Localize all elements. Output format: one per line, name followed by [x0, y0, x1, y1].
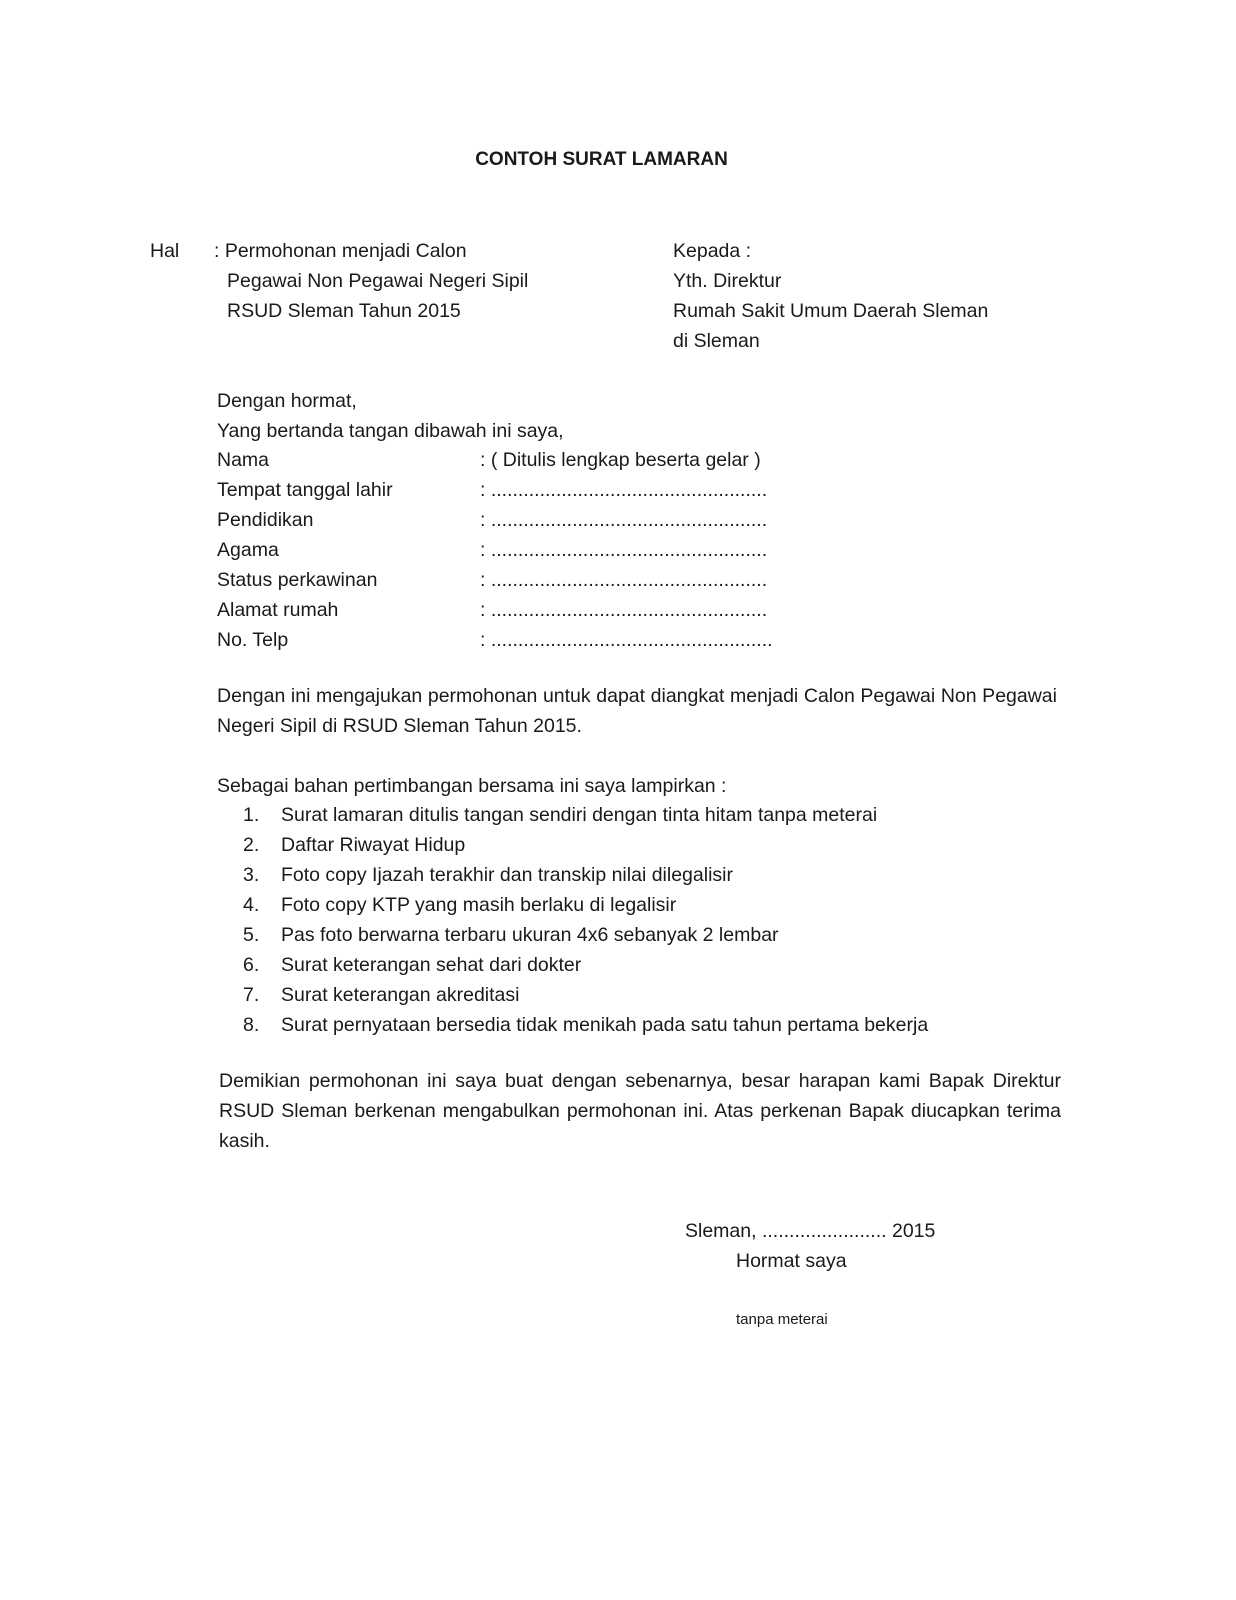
subject-block — [214, 236, 528, 326]
field-row — [217, 535, 773, 565]
regards: Hormat saya — [736, 1250, 847, 1272]
list-item — [243, 1010, 928, 1040]
subject-line: RSUD Sleman Tahun 2015 — [227, 300, 461, 322]
field-label: Agama — [217, 539, 279, 561]
list-text: Surat pernyataan bersedia tidak menikah pada satu tahun pertama bekerja — [281, 1014, 929, 1036]
recipient-block — [673, 236, 988, 356]
list-text: Daftar Riwayat Hidup — [281, 834, 466, 856]
attachments-list — [243, 800, 928, 1040]
intro-line: Yang bertanda tangan dibawah ini saya, — [217, 420, 564, 442]
list-item — [243, 950, 928, 980]
list-item — [243, 890, 928, 920]
field-row — [217, 625, 773, 655]
recipient-line: Yth. Direktur — [673, 270, 782, 292]
field-label: Alamat rumah — [217, 599, 339, 621]
field-value: : ................................................... — [480, 509, 768, 531]
field-value: : ................................................... — [480, 479, 768, 501]
subject-line: Pegawai Non Pegawai Negeri Sipil — [227, 270, 529, 292]
field-value: : ................................................... — [480, 599, 768, 621]
field-label: Status perkawinan — [217, 569, 378, 591]
closing-paragraph: Demikian permohonan ini saya buat dengan sebenarnya, besar harapan kami Bapak Direktur RSUD Sleman berkenan mengabulkan permohonan ini. Atas perkenan Bapak diucapkan terima kasih. — [219, 1070, 1061, 1152]
applicant-fields — [217, 445, 773, 655]
field-value: : ................................................... — [480, 569, 768, 591]
subject-line: : Permohonan menjadi Calon — [214, 240, 467, 262]
request-paragraph: Dengan ini mengajukan permohonan untuk dapat diangkat menjadi Calon Pegawai Non Pegawai Negeri Sipil di RSUD Sleman Tahun 2015. — [217, 685, 1057, 737]
list-item — [243, 980, 928, 1010]
list-number: 8. — [243, 1014, 260, 1036]
list-item — [243, 860, 928, 890]
field-value: : .................................................... — [480, 629, 773, 651]
list-number: 4. — [243, 894, 260, 916]
list-number: 2. — [243, 834, 260, 856]
attachments-intro: Sebagai bahan pertimbangan bersama ini saya lampirkan : — [217, 775, 727, 797]
subject-label: Hal — [150, 240, 180, 262]
letter-title: CONTOH SURAT LAMARAN — [475, 149, 728, 170]
field-label: No. Telp — [217, 629, 289, 651]
list-number: 6. — [243, 954, 260, 976]
field-label: Pendidikan — [217, 509, 314, 531]
place-date: Sleman, ....................... 2015 — [685, 1220, 936, 1242]
field-row — [217, 445, 773, 475]
list-number: 7. — [243, 984, 260, 1006]
field-label: Tempat tanggal lahir — [217, 479, 393, 501]
field-label: Nama — [217, 449, 270, 471]
list-text: Surat lamaran ditulis tangan sendiri dengan tinta hitam tanpa meterai — [281, 804, 878, 826]
list-number: 3. — [243, 864, 260, 886]
field-row — [217, 565, 773, 595]
field-value: : ................................................... — [480, 539, 768, 561]
list-text: Pas foto berwarna terbaru ukuran 4x6 sebanyak 2 lembar — [281, 924, 779, 946]
field-row — [217, 505, 773, 535]
stamp-note: tanpa meterai — [736, 1311, 828, 1328]
list-text: Foto copy Ijazah terakhir dan transkip nilai dilegalisir — [281, 864, 733, 886]
list-item — [243, 830, 928, 860]
list-number: 1. — [243, 804, 260, 826]
greeting: Dengan hormat, — [217, 390, 357, 412]
recipient-line: Kepada : — [673, 240, 752, 262]
field-value: : ( Ditulis lengkap beserta gelar ) — [480, 449, 761, 471]
list-item — [243, 920, 928, 950]
list-item — [243, 800, 928, 830]
greeting-block — [217, 386, 564, 446]
field-row — [217, 595, 773, 625]
list-text: Foto copy KTP yang masih berlaku di legalisir — [281, 894, 677, 916]
field-row — [217, 475, 773, 505]
list-text: Surat keterangan sehat dari dokter — [281, 954, 582, 976]
list-number: 5. — [243, 924, 260, 946]
list-text: Surat keterangan akreditasi — [281, 984, 520, 1006]
recipient-line: di Sleman — [673, 330, 760, 352]
recipient-line: Rumah Sakit Umum Daerah Sleman — [673, 300, 989, 322]
